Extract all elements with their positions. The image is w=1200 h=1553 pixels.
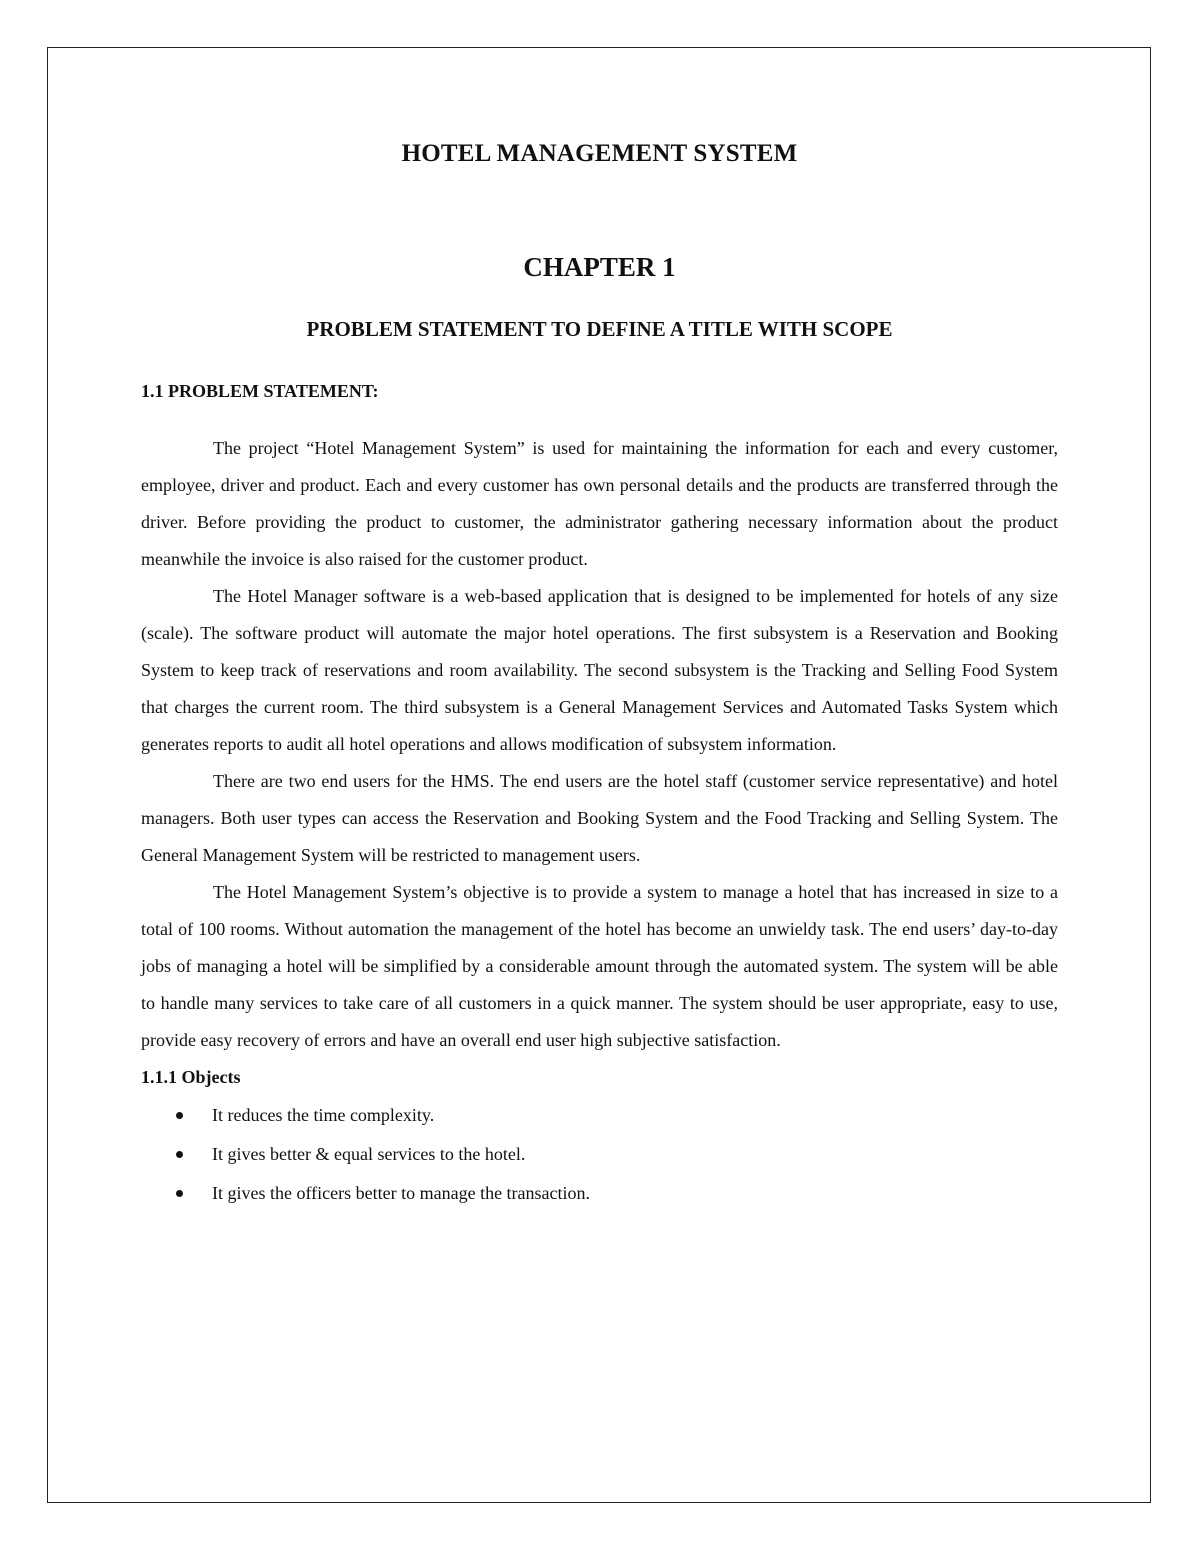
bullet-icon: [176, 1151, 183, 1158]
list-item: [141, 1096, 1058, 1135]
list-item-text: It gives the officers better to manage the transaction.: [212, 1183, 591, 1203]
bullet-icon: [176, 1112, 183, 1119]
document-title: HOTEL MANAGEMENT SYSTEM: [401, 140, 798, 167]
list-item: [141, 1135, 1058, 1174]
list-item: [141, 1174, 1058, 1213]
section-heading: 1.1 PROBLEM STATEMENT:: [141, 381, 379, 401]
paragraph-2: The Hotel Manager software is a web-based application that is designed to be implemented for hotels of any size (scale). The software product will automate the major hotel operations. The first subsystem is a Reservation and Booking System to keep track of reservations and room availability. The second subsystem is the Tracking and Selling Food System that charges the current room. The third subsystem is a General Management Services and Automated Tasks System which generates reports to audit all hotel operations and allows modification of subsystem information.: [141, 586, 1058, 754]
list-item-text: It reduces the time complexity.: [212, 1105, 435, 1125]
document-page: [141, 140, 1058, 1213]
chapter-subtitle: PROBLEM STATEMENT TO DEFINE A TITLE WITH SCOPE: [306, 317, 893, 341]
bullet-icon: [176, 1190, 183, 1197]
objects-list: [141, 1096, 1058, 1213]
paragraph-3: There are two end users for the HMS. The end users are the hotel staff (customer service representative) and hotel managers. Both user types can access the Reservation and Booking System and the Food Tracking and Selling System. The General Management System will be restricted to management users.: [141, 771, 1058, 865]
chapter-title: CHAPTER 1: [523, 252, 676, 282]
paragraph-4: The Hotel Management System’s objective is to provide a system to manage a hotel that has increased in size to a total of 100 rooms. Without automation the management of the hotel has become an unwieldy task. The end users’ day-to-day jobs of managing a hotel will be simplified by a considerable amount through the automated system. The system will be able to handle many services to take care of all customers in a quick manner. The system should be user appropriate, easy to use, provide easy recovery of errors and have an overall end user high subjective satisfaction.: [141, 882, 1058, 1050]
paragraph-1: The project “Hotel Management System” is used for maintaining the information for each and every customer, employee, driver and product. Each and every customer has own personal details and the products are transferred through the driver. Before providing the product to customer, the administrator gathering necessary information about the product meanwhile the invoice is also raised for the customer product.: [141, 438, 1058, 569]
list-item-text: It gives better & equal services to the hotel.: [212, 1144, 526, 1164]
body-text: [141, 430, 1058, 1213]
subsection-heading: 1.1.1 Objects: [141, 1067, 241, 1087]
